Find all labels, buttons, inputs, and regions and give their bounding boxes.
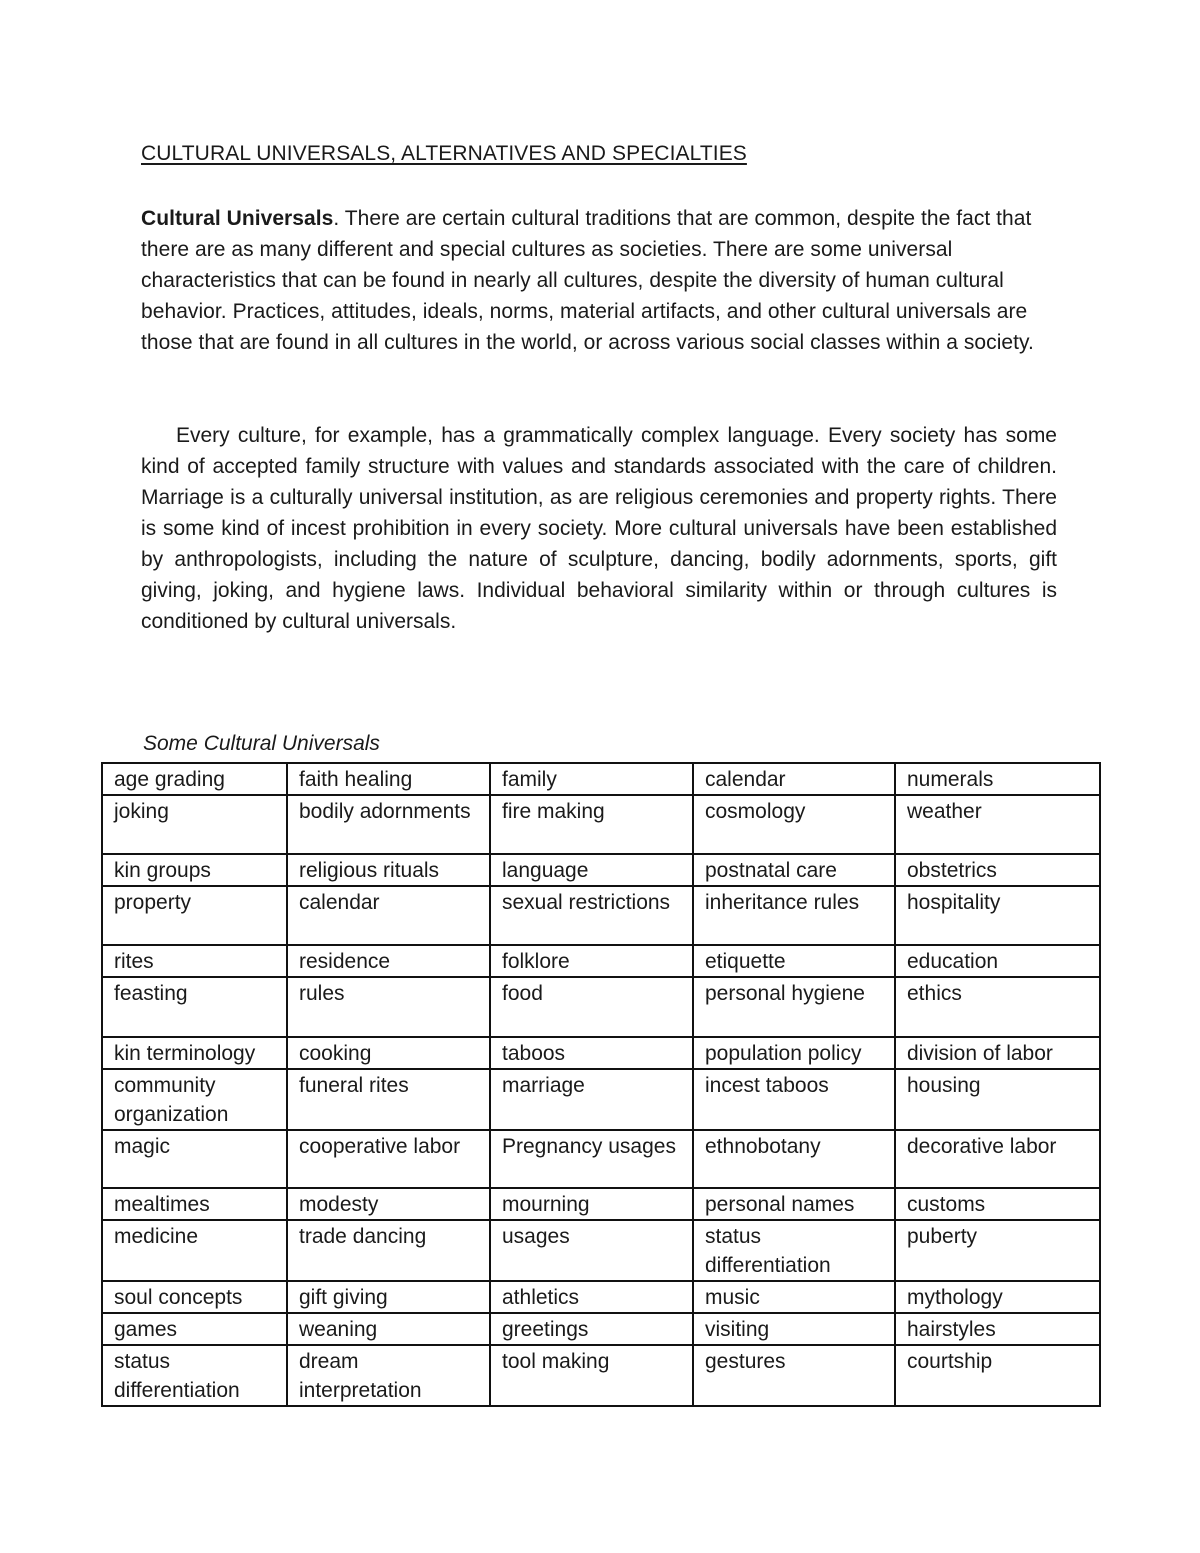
table-cell: language <box>490 854 693 886</box>
table-cell: music <box>693 1281 895 1313</box>
table-cell: weaning <box>287 1313 490 1345</box>
table-cell: feasting <box>102 977 287 1037</box>
table-row <box>102 1037 1100 1069</box>
table-row <box>102 795 1100 854</box>
section-lead-term: Cultural Universals <box>141 207 334 230</box>
table-row <box>102 1345 1100 1406</box>
table-cell: hairstyles <box>895 1313 1100 1345</box>
table-row <box>102 854 1100 886</box>
table-cell: medicine <box>102 1220 287 1281</box>
table-row <box>102 763 1100 795</box>
table-cell: family <box>490 763 693 795</box>
table-cell: games <box>102 1313 287 1345</box>
table-row <box>102 1188 1100 1220</box>
table-cell: cosmology <box>693 795 895 854</box>
document-title: CULTURAL UNIVERSALS, ALTERNATIVES AND SPECIALTIES <box>141 142 747 165</box>
table-cell: folklore <box>490 945 693 977</box>
table-cell: bodily adornments <box>287 795 490 854</box>
table-cell: postnatal care <box>693 854 895 886</box>
table-cell: ethnobotany <box>693 1130 895 1188</box>
table-cell: customs <box>895 1188 1100 1220</box>
table-cell: modesty <box>287 1188 490 1220</box>
table-cell: community organization <box>102 1069 287 1130</box>
table-cell: courtship <box>895 1345 1100 1406</box>
table-cell: personal hygiene <box>693 977 895 1037</box>
table-cell: housing <box>895 1069 1100 1130</box>
table-cell: mythology <box>895 1281 1100 1313</box>
table-row <box>102 945 1100 977</box>
cultural-universals-table <box>101 762 1101 1407</box>
table-cell: decorative labor <box>895 1130 1100 1188</box>
examples-paragraph: Every culture, for example, has a grammatically complex language. Every society has some kind of accepted family structure with values and standards associated with the care of children. Marriage is a culturally universal institution, as are religious ceremonies and property rights. There is some kind of incest prohibition in every society. More cultural universals have been established by anthropologists, including the nature of sculpture, dancing, bodily adornments, sports, gift giving, joking, and hygiene laws. Individual behavioral similarity within or through cultures is conditioned by cultural universals. <box>141 424 1057 633</box>
table-cell: funeral rites <box>287 1069 490 1130</box>
table-cell: faith healing <box>287 763 490 795</box>
table-cell: visiting <box>693 1313 895 1345</box>
cultural-universals-paragraph <box>141 203 1071 358</box>
table-cell: taboos <box>490 1037 693 1069</box>
table-cell: rules <box>287 977 490 1037</box>
table-cell: residence <box>287 945 490 977</box>
table-row <box>102 1069 1100 1130</box>
table-cell: magic <box>102 1130 287 1188</box>
table-cell: kin groups <box>102 854 287 886</box>
table-cell: education <box>895 945 1100 977</box>
table-cell: cooperative labor <box>287 1130 490 1188</box>
table-cell: calendar <box>693 763 895 795</box>
table-cell: etiquette <box>693 945 895 977</box>
table-cell: joking <box>102 795 287 854</box>
table-cell: obstetrics <box>895 854 1100 886</box>
table-cell: status differentiation <box>102 1345 287 1406</box>
table-cell: mourning <box>490 1188 693 1220</box>
table-cell: dream interpretation <box>287 1345 490 1406</box>
table-row <box>102 1130 1100 1188</box>
table-row <box>102 886 1100 945</box>
table-cell: fire making <box>490 795 693 854</box>
table-cell: athletics <box>490 1281 693 1313</box>
table-cell: incest taboos <box>693 1069 895 1130</box>
table-row <box>102 1313 1100 1345</box>
table-cell: numerals <box>895 763 1100 795</box>
table-cell: puberty <box>895 1220 1100 1281</box>
table-cell: soul concepts <box>102 1281 287 1313</box>
table-cell: greetings <box>490 1313 693 1345</box>
table-cell: calendar <box>287 886 490 945</box>
table-cell: usages <box>490 1220 693 1281</box>
table-cell: gift giving <box>287 1281 490 1313</box>
table-cell: mealtimes <box>102 1188 287 1220</box>
table-row <box>102 977 1100 1037</box>
table-cell: sexual restrictions <box>490 886 693 945</box>
table-cell: kin terminology <box>102 1037 287 1069</box>
table-cell: inheritance rules <box>693 886 895 945</box>
table-cell: religious rituals <box>287 854 490 886</box>
table-cell: gestures <box>693 1345 895 1406</box>
table-cell: trade dancing <box>287 1220 490 1281</box>
table-cell: division of labor <box>895 1037 1100 1069</box>
table-cell: rites <box>102 945 287 977</box>
table-cell: food <box>490 977 693 1037</box>
table-cell: Pregnancy usages <box>490 1130 693 1188</box>
table-cell: weather <box>895 795 1100 854</box>
table-caption: Some Cultural Universals <box>143 732 380 755</box>
table-cell: hospitality <box>895 886 1100 945</box>
table-row <box>102 1281 1100 1313</box>
table-cell: property <box>102 886 287 945</box>
table-cell: marriage <box>490 1069 693 1130</box>
table-cell: ethics <box>895 977 1100 1037</box>
table-cell: tool making <box>490 1345 693 1406</box>
section1-body: . There are certain cultural traditions that are common, despite the fact that there are as many different and special cultures as societies. There are some universal characteristics that can be found in nearly all cultures, despite the diversity of human cultural behavior. Practices, attitudes, ideals, norms, material artifacts, and other cultural universals are those that are found in all cultures in the world, or across various social classes within a society. <box>141 207 1034 354</box>
table-cell: cooking <box>287 1037 490 1069</box>
table-cell: population policy <box>693 1037 895 1069</box>
table-row <box>102 1220 1100 1281</box>
table-cell: status differentiation <box>693 1220 895 1281</box>
table-cell: age grading <box>102 763 287 795</box>
table-cell: personal names <box>693 1188 895 1220</box>
